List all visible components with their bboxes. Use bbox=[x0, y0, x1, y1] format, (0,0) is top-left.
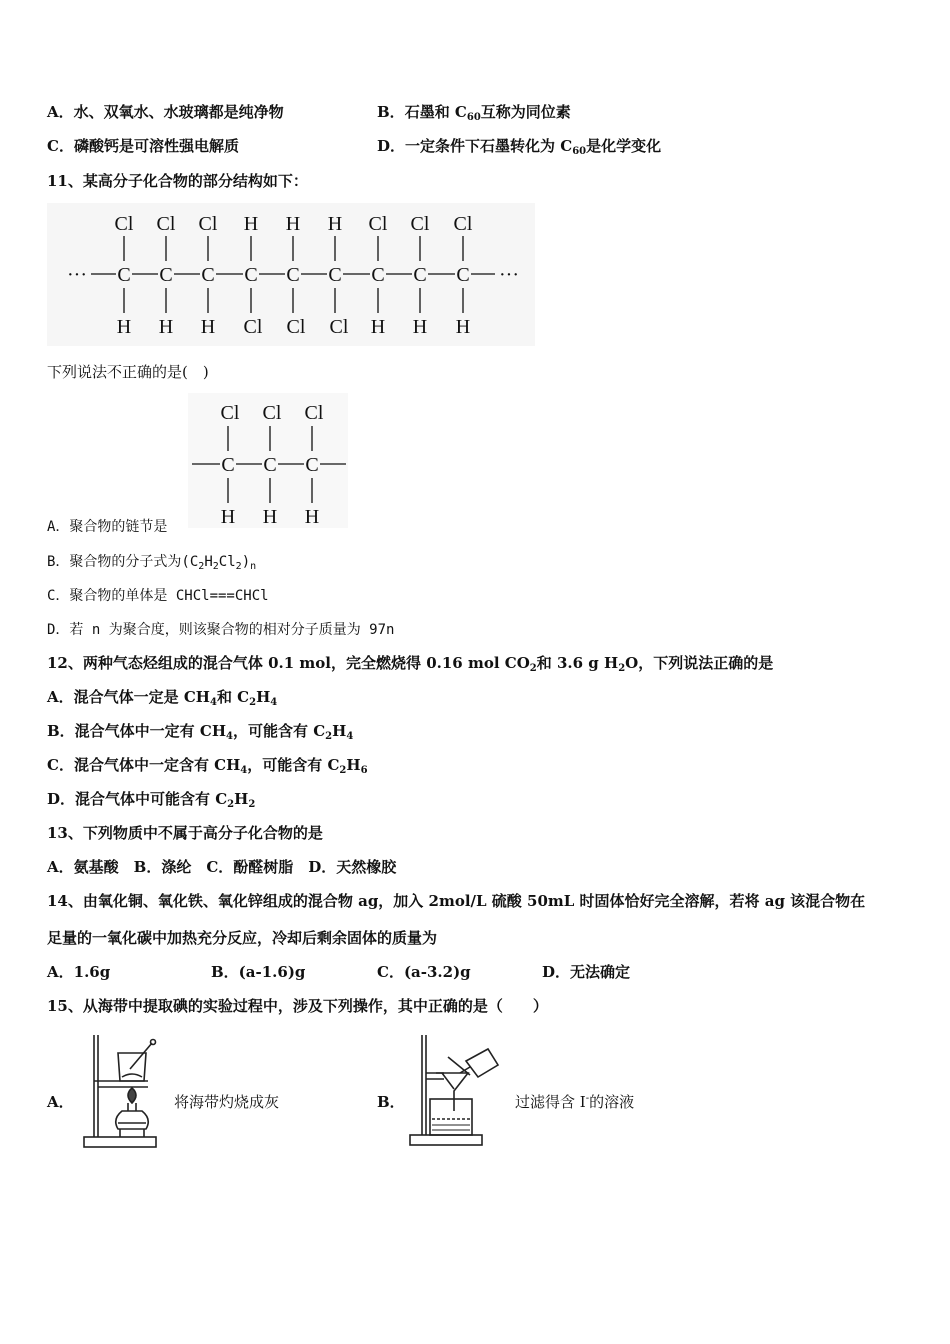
polymer-structure-figure bbox=[47, 203, 535, 346]
bottom-atom-9: H bbox=[455, 316, 471, 338]
bottom-atom-3: H bbox=[200, 316, 216, 338]
top-atom-4: H bbox=[243, 213, 259, 235]
q14-option-a: A．1.6g bbox=[47, 963, 111, 981]
q13-options: A．氨基酸 B．涤纶 C．酚醛树脂 D．天然橡胶 bbox=[47, 858, 397, 876]
unit-bottom-2: H bbox=[262, 506, 278, 528]
top-atom-3: Cl bbox=[198, 213, 218, 235]
unit-bottom-1: H bbox=[220, 506, 236, 528]
q13-stem: 13、下列物质中不属于高分子化合物的是 bbox=[47, 824, 323, 842]
carbon-2: C bbox=[159, 264, 173, 286]
q14-stem-line2: 足量的一氧化碳中加热充分反应，冷却后剩余固体的质量为 bbox=[47, 929, 438, 947]
filtration-apparatus-figure bbox=[408, 1033, 506, 1151]
carbon-7: C bbox=[371, 264, 385, 286]
q11-option-b: B．聚合物的分子式为$(C_2H_2Cl_2)_n$ bbox=[47, 554, 257, 572]
q15-option-b-label: B． bbox=[377, 1093, 405, 1111]
top-atom-6: H bbox=[327, 213, 343, 235]
q14-option-d: D．无法确定 bbox=[542, 963, 631, 981]
q12-option-b: B．混合气体中一定有 $CH_4$，可能含有 $C_2H_4$ bbox=[47, 722, 354, 742]
q14-option-c: C．(a-3.2)g bbox=[377, 963, 471, 981]
unit-top-1: Cl bbox=[220, 402, 240, 424]
q12-option-a: A．混合气体一定是 $CH_4$和 $C_2H_4$ bbox=[47, 688, 278, 708]
bottom-atom-2: H bbox=[158, 316, 174, 338]
unit-carbon-1: C bbox=[221, 454, 235, 476]
q15-stem: 15、从海带中提取碘的实验过程中，涉及下列操作，其中正确的是（ ） bbox=[47, 997, 548, 1015]
unit-carbon-3: C bbox=[305, 454, 319, 476]
carbon-8: C bbox=[413, 264, 427, 286]
unit-bottom-3: H bbox=[304, 506, 320, 528]
q11-option-a: A．聚合物的链节是 bbox=[47, 519, 168, 535]
q11-option-d: D．若 n 为聚合度，则该聚合物的相对分子质量为 97n bbox=[47, 622, 395, 638]
q15-option-a-label: A． bbox=[47, 1093, 74, 1111]
chain-dots-left: ··· bbox=[67, 264, 87, 286]
top-atom-7: Cl bbox=[368, 213, 388, 235]
bottom-atom-7: H bbox=[370, 316, 386, 338]
q10-option-b: B．石墨和 $C_{60}$互称为同位素 bbox=[377, 103, 571, 123]
carbon-4: C bbox=[244, 264, 258, 286]
bottom-atom-1: H bbox=[116, 316, 132, 338]
carbon-1: C bbox=[117, 264, 131, 286]
top-atom-9: Cl bbox=[453, 213, 473, 235]
carbon-5: C bbox=[286, 264, 300, 286]
q12-option-c: C．混合气体中一定含有 $CH_4$，可能含有 $C_2H_6$ bbox=[47, 756, 368, 776]
burner-stand-icon bbox=[80, 1033, 162, 1151]
q11-option-c: C．聚合物的单体是 CHCl===CHCl bbox=[47, 588, 269, 604]
q12-stem: 12、两种气态烃组成的混合气体 0.1 mol，完全燃烧得 0.16 mol $CO_2$和 3.6 g $H_2O$，下列说法正确的是 bbox=[47, 654, 774, 674]
unit-top-3: Cl bbox=[304, 402, 324, 424]
unit-carbon-2: C bbox=[263, 454, 277, 476]
bottom-atom-8: H bbox=[412, 316, 428, 338]
bottom-atom-4: Cl bbox=[243, 316, 263, 338]
burning-apparatus-figure bbox=[80, 1033, 162, 1151]
chain-dots-right: ··· bbox=[499, 264, 519, 286]
carbon-9: C bbox=[456, 264, 470, 286]
repeat-unit-figure bbox=[188, 393, 348, 528]
repeat-unit-svg bbox=[188, 393, 348, 528]
q14-option-b: B．(a-1.6)g bbox=[211, 963, 306, 981]
q14-stem-line1: 14、由氧化铜、氧化铁、氧化锌组成的混合物 ag，加入 2mol/L 硫酸 50mL 时固体恰好完全溶解，若将 ag 该混合物在 bbox=[47, 892, 866, 910]
unit-top-2: Cl bbox=[262, 402, 282, 424]
top-atom-5: H bbox=[285, 213, 301, 235]
q10-option-d: D．一定条件下石墨转化为 $C_{60}$是化学变化 bbox=[377, 137, 662, 157]
q11-question: 下列说法不正确的是( ) bbox=[47, 363, 209, 381]
q10-option-c: C．磷酸钙是可溶性强电解质 bbox=[47, 137, 239, 155]
q15-option-a-text: 将海带灼烧成灰 bbox=[174, 1093, 280, 1111]
top-atom-8: Cl bbox=[410, 213, 430, 235]
top-atom-2: Cl bbox=[156, 213, 176, 235]
filter-stand-icon bbox=[408, 1033, 506, 1151]
q11-stem: 11、某高分子化合物的部分结构如下： bbox=[47, 172, 308, 190]
bottom-atom-5: Cl bbox=[286, 316, 306, 338]
polymer-structure-svg bbox=[47, 203, 535, 346]
carbon-3: C bbox=[201, 264, 215, 286]
q15-option-b-text: 过滤得含 I-的溶液 bbox=[515, 1093, 635, 1111]
bottom-atom-6: Cl bbox=[329, 316, 349, 338]
top-atom-1: Cl bbox=[114, 213, 134, 235]
q10-option-a: A．水、双氧水、水玻璃都是纯净物 bbox=[47, 103, 284, 121]
q12-option-d: D．混合气体中可能含有 $C_2H_2$ bbox=[47, 790, 256, 810]
carbon-6: C bbox=[328, 264, 342, 286]
